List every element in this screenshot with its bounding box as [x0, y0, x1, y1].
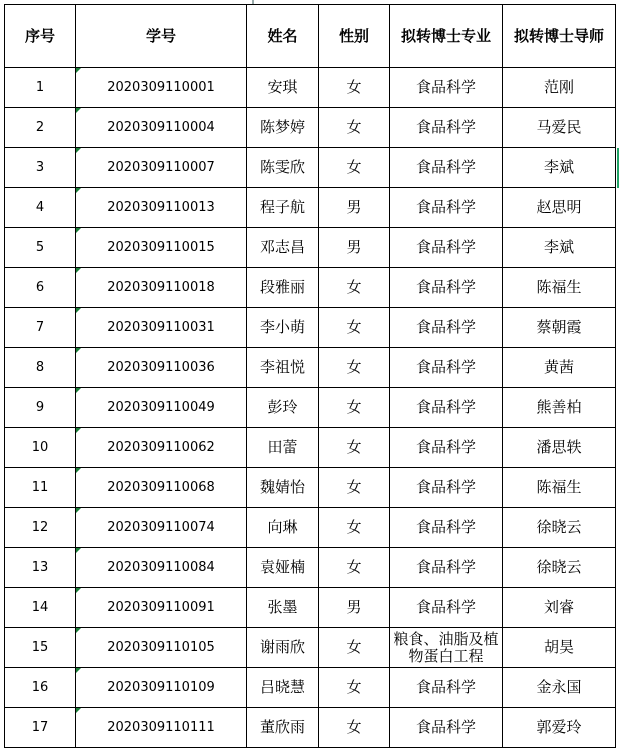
cell-index[interactable]: 16: [5, 668, 76, 708]
cell-student-id[interactable]: 2020309110007: [76, 148, 247, 188]
cell-major[interactable]: 食品科学: [390, 148, 503, 188]
header-name[interactable]: 姓名: [247, 5, 319, 68]
cell-index[interactable]: 17: [5, 708, 76, 748]
table-row: [5, 468, 616, 508]
cell-advisor[interactable]: 徐晓云: [503, 548, 616, 588]
cell-advisor[interactable]: 陈福生: [503, 268, 616, 308]
cell-name[interactable]: 田蕾: [247, 428, 319, 468]
cell-student-id[interactable]: 2020309110001: [76, 68, 247, 108]
cell-index[interactable]: 15: [5, 628, 76, 668]
table-row: [5, 268, 616, 308]
cell-student-id[interactable]: 2020309110049: [76, 388, 247, 428]
table-row: [5, 588, 616, 628]
cell-name[interactable]: 陈雯欣: [247, 148, 319, 188]
cell-index[interactable]: 8: [5, 348, 76, 388]
cell-student-id[interactable]: 2020309110036: [76, 348, 247, 388]
cell-major[interactable]: 食品科学: [390, 268, 503, 308]
table-row: [5, 628, 616, 668]
cell-student-id[interactable]: 2020309110109: [76, 668, 247, 708]
cell-student-id[interactable]: 2020309110015: [76, 228, 247, 268]
cell-major[interactable]: 食品科学: [390, 348, 503, 388]
cell-name[interactable]: 邓志昌: [247, 228, 319, 268]
table-row: [5, 348, 616, 388]
cell-advisor[interactable]: 黄茜: [503, 348, 616, 388]
header-row: [5, 5, 616, 68]
spreadsheet: [4, 4, 616, 748]
cell-student-id[interactable]: 2020309110013: [76, 188, 247, 228]
cell-major[interactable]: 食品科学: [390, 588, 503, 628]
cell-major[interactable]: 食品科学: [390, 388, 503, 428]
table-row: [5, 388, 616, 428]
cell-index[interactable]: 14: [5, 588, 76, 628]
cell-advisor[interactable]: 徐晓云: [503, 508, 616, 548]
table-row: [5, 228, 616, 268]
header-advisor[interactable]: 拟转博士导师: [503, 5, 616, 68]
cell-advisor[interactable]: 马爱民: [503, 108, 616, 148]
cell-student-id[interactable]: 2020309110111: [76, 708, 247, 748]
header-gender[interactable]: 性别: [319, 5, 390, 68]
cell-advisor[interactable]: 胡昊: [503, 628, 616, 668]
cell-advisor[interactable]: 熊善柏: [503, 388, 616, 428]
cell-name[interactable]: 彭玲: [247, 388, 319, 428]
table-row: [5, 708, 616, 748]
header-index[interactable]: 序号: [5, 5, 76, 68]
cell-index[interactable]: 9: [5, 388, 76, 428]
cell-student-id[interactable]: 2020309110091: [76, 588, 247, 628]
cell-index[interactable]: 1: [5, 68, 76, 108]
header-student-id[interactable]: 学号: [76, 5, 247, 68]
table-row: [5, 308, 616, 348]
cell-index[interactable]: 4: [5, 188, 76, 228]
cell-gender[interactable]: 女: [319, 68, 390, 108]
cell-advisor[interactable]: 李斌: [503, 228, 616, 268]
cell-index[interactable]: 10: [5, 428, 76, 468]
cell-advisor[interactable]: 蔡朝霞: [503, 308, 616, 348]
cell-gender[interactable]: 女: [319, 668, 390, 708]
cell-index[interactable]: 2: [5, 108, 76, 148]
student-table: [4, 4, 616, 748]
cell-name[interactable]: 张墨: [247, 588, 319, 628]
cell-index[interactable]: 3: [5, 148, 76, 188]
cell-student-id[interactable]: 2020309110068: [76, 468, 247, 508]
cell-gender[interactable]: 女: [319, 548, 390, 588]
cell-gender[interactable]: 女: [319, 468, 390, 508]
table-row: [5, 508, 616, 548]
cell-name[interactable]: 董欣雨: [247, 708, 319, 748]
table-row: [5, 108, 616, 148]
header-major[interactable]: 拟转博士专业: [390, 5, 503, 68]
cell-gender[interactable]: 女: [319, 628, 390, 668]
cell-gender[interactable]: 女: [319, 508, 390, 548]
cell-index[interactable]: 12: [5, 508, 76, 548]
cell-student-id[interactable]: 2020309110018: [76, 268, 247, 308]
cell-student-id[interactable]: 2020309110105: [76, 628, 247, 668]
table-row: [5, 548, 616, 588]
cell-major[interactable]: 食品科学: [390, 668, 503, 708]
cell-index[interactable]: 11: [5, 468, 76, 508]
table-row: [5, 668, 616, 708]
cell-gender[interactable]: 男: [319, 188, 390, 228]
table-row: [5, 68, 616, 108]
cell-index[interactable]: 6: [5, 268, 76, 308]
cell-gender[interactable]: 女: [319, 108, 390, 148]
cell-gender[interactable]: 女: [319, 148, 390, 188]
cell-gender[interactable]: 女: [319, 388, 390, 428]
cell-major[interactable]: 食品科学: [390, 548, 503, 588]
cell-index[interactable]: 5: [5, 228, 76, 268]
cell-major[interactable]: 食品科学: [390, 108, 503, 148]
cell-gender[interactable]: 女: [319, 708, 390, 748]
cell-student-id[interactable]: 2020309110004: [76, 108, 247, 148]
cell-name[interactable]: 魏婧怡: [247, 468, 319, 508]
cell-advisor[interactable]: 郭爱玲: [503, 708, 616, 748]
cell-gender[interactable]: 女: [319, 348, 390, 388]
cell-name[interactable]: 李小萌: [247, 308, 319, 348]
cell-major[interactable]: 食品科学: [390, 68, 503, 108]
cell-student-id[interactable]: 2020309110031: [76, 308, 247, 348]
cell-major[interactable]: 食品科学: [390, 468, 503, 508]
cell-name[interactable]: 袁娅楠: [247, 548, 319, 588]
cell-student-id[interactable]: 2020309110084: [76, 548, 247, 588]
cell-gender[interactable]: 男: [319, 588, 390, 628]
cell-major[interactable]: 粮食、油脂及植物蛋白工程: [390, 628, 503, 668]
cell-gender[interactable]: 男: [319, 228, 390, 268]
cell-name[interactable]: 谢雨欣: [247, 628, 319, 668]
cell-name[interactable]: 程子航: [247, 188, 319, 228]
cell-major[interactable]: 食品科学: [390, 308, 503, 348]
cell-advisor[interactable]: 潘思轶: [503, 428, 616, 468]
cell-gender[interactable]: 女: [319, 428, 390, 468]
cell-advisor[interactable]: 范刚: [503, 68, 616, 108]
cell-name[interactable]: 向琳: [247, 508, 319, 548]
cell-advisor[interactable]: 李斌: [503, 148, 616, 188]
cell-gender[interactable]: 女: [319, 268, 390, 308]
cell-advisor[interactable]: 金永国: [503, 668, 616, 708]
cell-advisor[interactable]: 陈福生: [503, 468, 616, 508]
cell-major[interactable]: 食品科学: [390, 188, 503, 228]
cell-student-id[interactable]: 2020309110074: [76, 508, 247, 548]
cell-major[interactable]: 食品科学: [390, 508, 503, 548]
cell-index[interactable]: 13: [5, 548, 76, 588]
cell-advisor[interactable]: 刘睿: [503, 588, 616, 628]
cell-student-id[interactable]: 2020309110062: [76, 428, 247, 468]
cell-gender[interactable]: 女: [319, 308, 390, 348]
cell-name[interactable]: 吕晓慧: [247, 668, 319, 708]
table-row: [5, 188, 616, 228]
cell-name[interactable]: 段雅丽: [247, 268, 319, 308]
cell-major[interactable]: 食品科学: [390, 708, 503, 748]
table-row: [5, 148, 616, 188]
cell-name[interactable]: 安琪: [247, 68, 319, 108]
cell-advisor[interactable]: 赵思明: [503, 188, 616, 228]
cell-index[interactable]: 7: [5, 308, 76, 348]
cell-major[interactable]: 食品科学: [390, 228, 503, 268]
cell-name[interactable]: 李祖悦: [247, 348, 319, 388]
cell-name[interactable]: 陈梦婷: [247, 108, 319, 148]
table-row: [5, 428, 616, 468]
cell-major[interactable]: 食品科学: [390, 428, 503, 468]
